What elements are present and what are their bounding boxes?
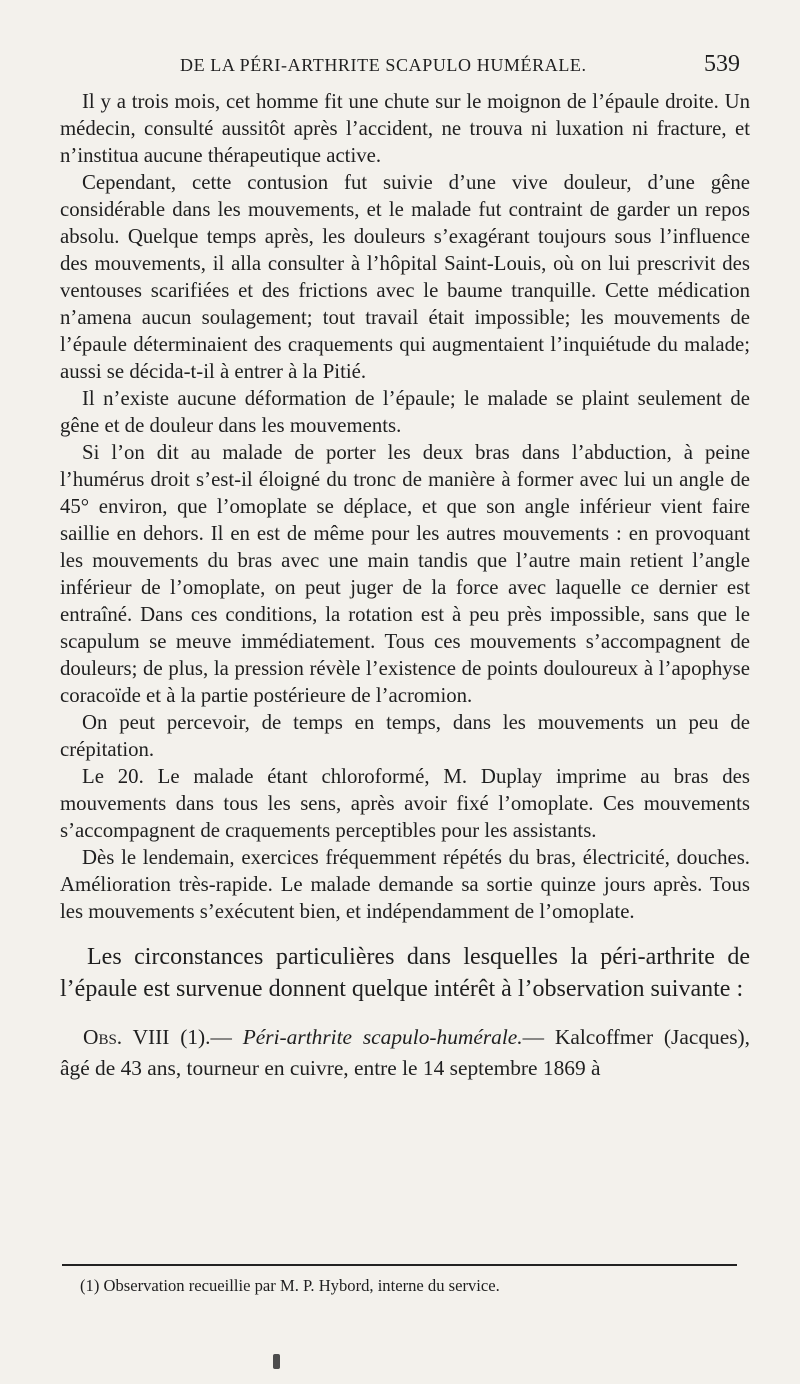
footnote: (1) Observation recueillie par M. P. Hybord, interne du service. (80, 1276, 500, 1295)
paragraph-6: Le 20. Le malade étant chloroformé, M. Duplay imprime au bras des mouvements dans tous les sens, après avoir fixé l’omoplate. Ces mouvements s’accompagnent de craquements perceptibles pour les assistants. (60, 765, 750, 842)
paragraph-4: Si l’on dit au malade de porter les deux bras dans l’abduction, à peine l’humérus droit s’est-il éloigné du tronc de manière à former avec lui un angle de 45° environ, que l’omoplate se déplace, et que son angle inférieur vient faire saillie en dehors. Il en est de même pour les autres mouvements : en provoquant les mouvements du bras avec une main tandis que l’autre main retient l’angle inférieur de l’omoplate, on peut juger de la force avec laquelle ce dernier est entraîné. Dans ces conditions, la rotation est à peu près impossible, sans que le scapulum se meuve immédiatement. Tous ces mouvements s’accompagnent de douleurs; de plus, la pression révèle l’existence de points douloureux à l’apophyse coracoïde et à la partie postérieure de l’acromion. (60, 441, 750, 707)
observation-label: Obs. VIII (1). (83, 1025, 211, 1049)
observation-dash-2: — (522, 1025, 555, 1049)
paragraph-5: On peut percevoir, de temps en temps, dans les mouvements un peu de crépitation. (60, 711, 750, 761)
footnote-rule (62, 1264, 737, 1266)
paragraph-3: Il n’existe aucune déformation de l’épaule; le malade se plaint seulement de gêne et de douleur dans les mouvements. (60, 387, 750, 437)
running-title: DE LA PÉRI-ARTHRITE SCAPULO HUMÉRALE. (180, 55, 587, 75)
observation-title: Péri-arthrite scapulo-humérale. (242, 1025, 523, 1049)
running-header (60, 51, 740, 83)
paragraph-1: Il y a trois mois, cet homme fit une chute sur le moignon de l’épaule droite. Un médecin, consulté aussitôt après l’accident, ne trouva ni luxation ni fracture, et n’institua aucune thérapeutique active. (60, 90, 750, 167)
observation-text: Kalcoffmer (Jacques), âgé de 43 ans, tourneur en cuivre, entre le 14 septembre 1869 à (60, 1025, 750, 1080)
paragraph-7: Dès le lendemain, exercices fréquemment répétés du bras, électricité, douches. Amélioration très-rapide. Le malade demande sa sortie quinze jours après. Tous les mouvements s’exécutent bien, et indépendamment de l’omoplate. (60, 846, 750, 923)
page-number: 539 (704, 51, 740, 77)
ink-mark (273, 1354, 280, 1369)
observation-paragraph (60, 1022, 750, 1084)
page-content (60, 88, 750, 1084)
introduction-text (60, 941, 750, 1005)
observation-dash-1: — (210, 1025, 243, 1049)
observation-block (60, 1022, 750, 1084)
paragraph-2: Cependant, cette contusion fut suivie d’une vive douleur, d’une gêne considérable dans les mouvements, et le malade fut contraint de garder un repos absolu. Quelque temps après, les douleurs s’exagérant toujours sous l’influence des mouvements, il alla consulter à l’hôpital Saint-Louis, où on lui prescrivit des ventouses scarifiées et des frictions avec le baume tranquille. Cette médication n’amena aucun soulagement; tout travail était impossible; les mouvements de l’épaule déterminaient des craquements qui augmentaient l’inquiétude du malade; aussi se décida-t-il à entrer à la Pitié. (60, 171, 750, 383)
case-description-text (60, 88, 750, 925)
introduction-paragraph: Les circonstances particulières dans lesquelles la péri-arthrite de l’épaule est survenue donnent quelque intérêt à l’observation suivante : (60, 944, 750, 1002)
